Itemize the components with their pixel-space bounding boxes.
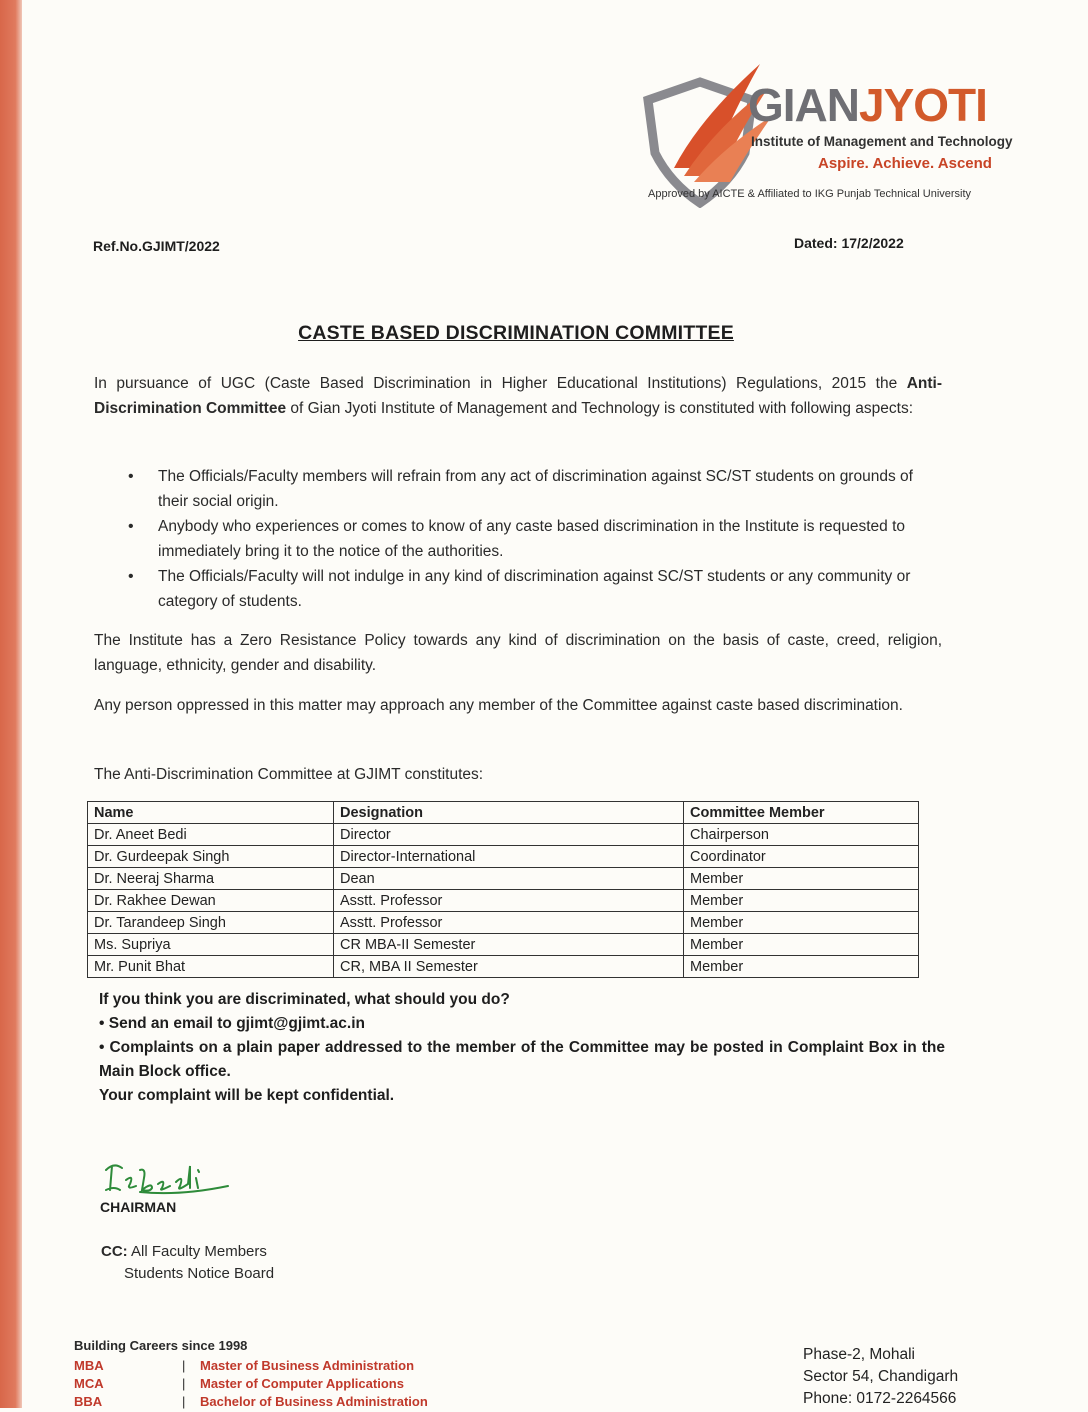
institute-name: Institute of Management and Technology <box>751 134 1013 149</box>
table-row <box>88 890 919 912</box>
member-role: Chairperson <box>684 824 919 846</box>
program-name: Master of Business Administration <box>200 1358 415 1373</box>
address-phone: Phone: 0172-2264566 <box>803 1390 957 1407</box>
table-row <box>88 846 919 868</box>
program-row <box>74 1358 428 1376</box>
list-item: • The Officials/Faculty will not indulge in any kind of discrimination against SC/ST students or any community or category of students. <box>128 565 943 614</box>
intro-paragraph: In pursuance of UGC (Caste Based Discrimination in Higher Educational Institutions) Regulations, 2015 the Anti-Discrimination Committee of Gian Jyoti Institute of Management and Technology is constituted with following aspects: <box>94 375 942 417</box>
column-header-role: Committee Member <box>684 802 919 824</box>
left-border-stripe <box>0 0 22 1408</box>
separator: | <box>182 1376 186 1391</box>
reference-number: Ref.No.GJIMT/2022 <box>93 238 220 254</box>
member-designation: CR, MBA II Semester <box>334 956 684 978</box>
program-row <box>74 1376 428 1394</box>
footer-since: Building Careers since 1998 <box>74 1338 248 1353</box>
cc-block <box>101 1241 274 1285</box>
member-designation: CR MBA-II Semester <box>334 934 684 956</box>
instructions-block <box>99 988 945 1108</box>
policy-paragraph: The Institute has a Zero Resistance Policy towards any kind of discrimination on the basis of caste, creed, religion, language, ethnicity, gender and disability. <box>94 632 942 674</box>
table-row <box>88 868 919 890</box>
member-name: Dr. Rakhee Dewan <box>88 890 334 912</box>
member-name: Mr. Punit Bhat <box>88 956 334 978</box>
signatory-title: CHAIRMAN <box>100 1199 177 1215</box>
instructions-email: • Send an email to gjimt@gjimt.ac.in <box>99 1015 365 1032</box>
member-designation: Asstt. Professor <box>334 890 684 912</box>
committee-table <box>87 801 919 978</box>
program-code: MBA <box>74 1358 104 1373</box>
member-role: Member <box>684 912 919 934</box>
separator: | <box>182 1358 186 1373</box>
page-title: CASTE BASED DISCRIMINATION COMMITTEE <box>298 322 734 344</box>
column-header-name: Name <box>88 802 334 824</box>
approach-paragraph: Any person oppressed in this matter may approach any member of the Committee against caste based discrimination. <box>94 697 903 714</box>
instructions-confidential: Your complaint will be kept confidential. <box>99 1087 395 1104</box>
member-role: Member <box>684 934 919 956</box>
member-role: Member <box>684 868 919 890</box>
member-name: Dr. Neeraj Sharma <box>88 868 334 890</box>
member-name: Ms. Supriya <box>88 934 334 956</box>
instructions-question: If you think you are discriminated, what should you do? <box>99 991 510 1008</box>
member-designation: Asstt. Professor <box>334 912 684 934</box>
list-item: • Anybody who experiences or comes to know of any caste based discrimination in the Institute is requested to immediately bring it to the notice of the authorities. <box>128 515 943 564</box>
table-intro: The Anti-Discrimination Committee at GJIMT constitutes: <box>94 766 484 783</box>
program-name: Bachelor of Business Administration <box>200 1394 428 1409</box>
instructions-complaint: • Complaints on a plain paper addressed to the member of the Committee may be posted in Complaint Box in the Main Block office. <box>99 1039 945 1080</box>
program-code: MCA <box>74 1376 104 1391</box>
footer-programs <box>74 1338 428 1412</box>
cc-recipient: All Faculty Members <box>131 1243 267 1260</box>
member-designation: Director-International <box>334 846 684 868</box>
program-row <box>74 1394 428 1412</box>
brand-name: GIANJYOTI <box>748 79 987 131</box>
program-code: BBA <box>74 1394 103 1409</box>
member-name: Dr. Tarandeep Singh <box>88 912 334 934</box>
member-role: Member <box>684 890 919 912</box>
approval-line: Approved by AICTE & Affiliated to IKG Punjab Technical University <box>648 188 972 200</box>
member-role: Coordinator <box>684 846 919 868</box>
member-role: Member <box>684 956 919 978</box>
member-name: Dr. Aneet Bedi <box>88 824 334 846</box>
member-name: Dr. Gurdeepak Singh <box>88 846 334 868</box>
table-row <box>88 912 919 934</box>
cc-recipient: Students Notice Board <box>124 1265 275 1282</box>
separator: | <box>182 1394 186 1409</box>
chairman-signature <box>100 1156 260 1198</box>
aspects-list <box>128 465 943 615</box>
address-line: Phase-2, Mohali <box>803 1346 916 1363</box>
column-header-designation: Designation <box>334 802 684 824</box>
tagline: Aspire. Achieve. Ascend <box>818 155 992 172</box>
cc-label: CC: <box>101 1243 128 1260</box>
table-row <box>88 934 919 956</box>
list-item: • The Officials/Faculty members will refrain from any act of discrimination against SC/ST students on grounds of their social origin. <box>128 465 943 514</box>
table-row <box>88 956 919 978</box>
member-designation: Dean <box>334 868 684 890</box>
footer-address <box>803 1344 958 1410</box>
table-header-row <box>88 802 919 824</box>
address-line: Sector 54, Chandigarh <box>803 1368 959 1385</box>
table-row <box>88 824 919 846</box>
document-date: Dated: 17/2/2022 <box>794 235 904 251</box>
program-name: Master of Computer Applications <box>200 1376 404 1391</box>
member-designation: Director <box>334 824 684 846</box>
